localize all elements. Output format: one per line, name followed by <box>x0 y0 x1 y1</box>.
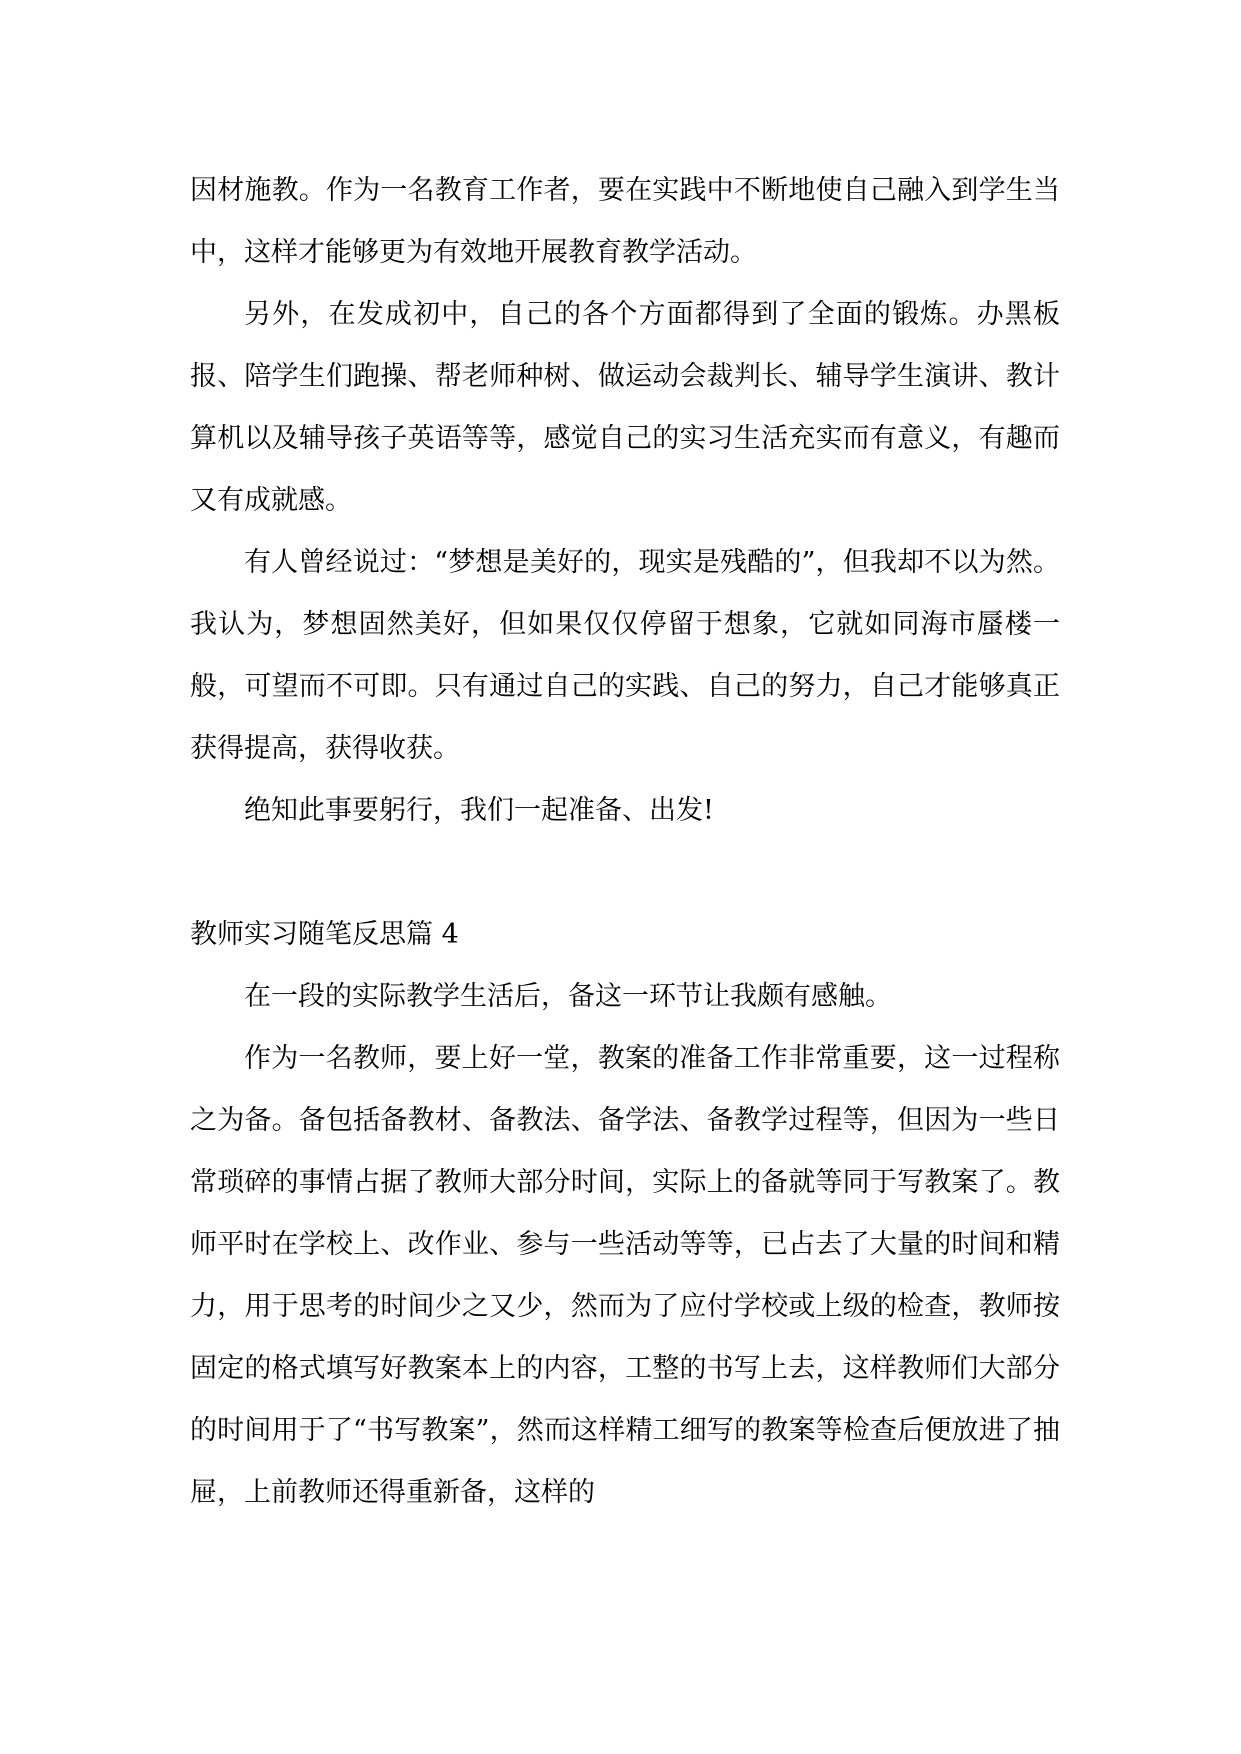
document-body <box>190 160 1060 1524</box>
paragraph: 因材施教。作为一名教育工作者，要在实践中不断地使自己融入到学生当中，这样才能够更为有效地开展教育教学活动。 <box>190 175 1060 268</box>
section-heading: 教师实习随笔反思篇 4 <box>190 919 459 950</box>
paragraph: 有人曾经说过：“梦想是美好的，现实是残酷的”，但我却不以为然。我认为，梦想固然美好，但如果仅仅停留于想象，它就如同海市蜃楼一般，可望而不可即。只有通过自己的实践、自己的努力，自己才能够真正获得提高，获得收获。 <box>190 547 1060 764</box>
paragraph: 绝知此事要躬行，我们一起准备、出发! <box>244 795 714 826</box>
paragraph: 作为一名教师，要上好一堂，教案的准备工作非常重要，这一过程称之为备。备包括备教材、备教法、备学法、备教学过程等，但因为一些日常琐碎的事情占据了教师大部分时间，实际上的备就等同于写教案了。教师平时在学校上、改作业、参与一些活动等等，已占去了大量的时间和精力，用于思考的时间少之又少，然而为了应付学校或上级的检查，教师按固定的格式填写好教案本上的内容，工整的书写上去，这样教师们大部分的时间用于了“书写教案”，然而这样精工细写的教案等检查后便放进了抽屉，上前教师还得重新备，这样的 <box>190 1043 1060 1508</box>
paragraph: 在一段的实际教学生活后，备这一环节让我颇有感触。 <box>244 981 892 1012</box>
paragraph: 另外，在发成初中，自己的各个方面都得到了全面的锻炼。办黑板报、陪学生们跑操、帮老师种树、做运动会裁判长、辅导学生演讲、教计算机以及辅导孩子英语等等，感觉自己的实习生活充实而有意义，有趣而又有成就感。 <box>190 299 1060 516</box>
